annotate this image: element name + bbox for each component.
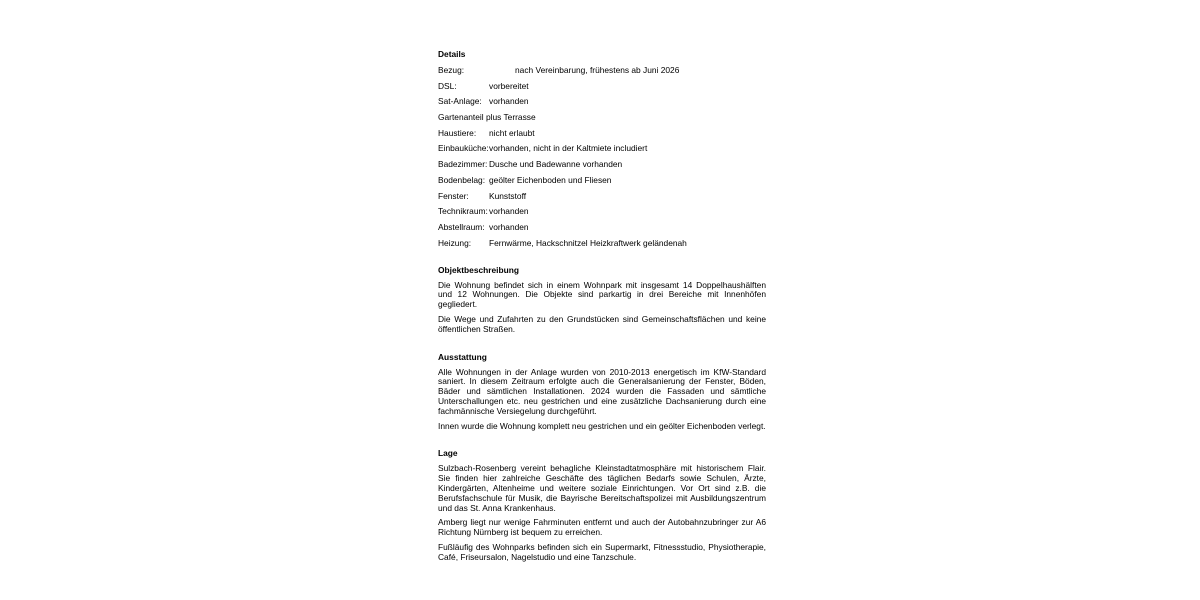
ausstattung-paragraph: Innen wurde die Wohnung komplett neu gestrichen und ein geölter Eichenboden verlegt.: [438, 420, 766, 431]
detail-row-einbaukueche: [438, 143, 766, 153]
lage-heading: Lage: [438, 448, 458, 459]
objekt-paragraph: Die Wohnung befindet sich in einem Wohnpark mit insgesamt 14 Doppelhaushälften und 12 Wohnungen. Die Objekte sind parkartig in drei Bereiche mit Innenhöfen gegliedert.: [438, 279, 766, 310]
detail-label: Haustiere:: [438, 127, 477, 138]
ausstattung-paragraph: Alle Wohnungen in der Anlage wurden von 2010-2013 energetisch im KfW-Standard saniert. In diesem Zeitraum erfolgte auch die Generalsanierung der Fenster, Böden, Bäder und sämtlichen Installationen. 2024 wurden die Fassaden und sämtliche Unterschallungen etc. neu gestrichen und eine zusätzliche Dachsanierung durch eine fachmännische Versiegelung durchgeführt.: [438, 366, 766, 416]
detail-row-fenster: [438, 191, 766, 201]
detail-label: Technikraum:: [438, 206, 488, 217]
details-section: [438, 49, 766, 248]
objektbeschreibung-heading: Objektbeschreibung: [438, 264, 519, 275]
document-page: [438, 49, 766, 568]
detail-value: nicht erlaubt: [489, 127, 535, 138]
objektbeschreibung-section: [438, 265, 766, 335]
detail-value: vorbereitet: [489, 80, 529, 91]
detail-label: Abstellraum:: [438, 221, 485, 232]
detail-row-bodenbelag: [438, 175, 766, 185]
detail-value: vorhanden: [489, 221, 529, 232]
detail-row-badezimmer: [438, 159, 766, 169]
lage-paragraph: Sulzbach-Rosenberg vereint behagliche Kleinstadtatmosphäre mit historischem Flair. Sie finden hier zahlreiche Geschäfte des täglichen Bedarfs sowie Schulen, Ärzte, Kindergärten, Altenheime und weitere soziale Einrichtungen. Vor Ort sind z.B. die Berufsfachschule für Musik, die Bayrische Bereitschaftspolizei mit Ausbildungszentrum und das St. Anna Krankenhaus.: [438, 463, 766, 513]
detail-value: Kunststoff: [489, 190, 527, 201]
lage-paragraph: Amberg liegt nur wenige Fahrminuten entfernt und auch der Autobahnzubringer zur A6 Richtung Nürnberg ist bequem zu erreichen.: [438, 517, 766, 538]
ausstattung-heading: Ausstattung: [438, 351, 487, 362]
detail-row-gartenanteil: [438, 112, 766, 122]
detail-label: Fenster:: [438, 190, 469, 201]
detail-row-technikraum: [438, 206, 766, 216]
details-heading: Details: [438, 49, 466, 59]
detail-value: nach Vereinbarung, frühestens ab Juni 2026: [515, 65, 680, 75]
detail-value: vorhanden: [489, 96, 529, 107]
lage-paragraph: Fußläufig des Wohnparks befinden sich ein Supermarkt, Fitnessstudio, Physiotherapie, Café, Friseursalon, Nagelstudio und eine Tanzschule.: [438, 541, 766, 562]
detail-value: Fernwärme, Hackschnitzel Heizkraftwerk geländenah: [489, 237, 687, 248]
detail-label: DSL:: [438, 80, 457, 91]
detail-row-bezug: [438, 65, 766, 75]
detail-label: Badezimmer:: [438, 159, 488, 170]
detail-value: vorhanden, nicht in der Kaltmiete includiert: [489, 143, 648, 154]
detail-label: Heizung:: [438, 237, 472, 248]
objekt-paragraph: Die Wege und Zufahrten zu den Grundstücken sind Gemeinschaftsflächen und keine öffentlichen Straßen.: [438, 313, 766, 334]
detail-label: Sat-Anlage:: [438, 96, 482, 107]
lage-section: [438, 448, 766, 562]
detail-row-dsl: [438, 81, 766, 91]
detail-row-heizung: [438, 238, 766, 248]
detail-value: Dusche und Badewanne vorhanden: [489, 159, 623, 170]
detail-value: vorhanden: [489, 206, 529, 217]
detail-label: Gartenanteil plus Terrasse: [438, 112, 536, 123]
ausstattung-section: [438, 352, 766, 432]
detail-label: Einbauküche:: [438, 143, 489, 154]
detail-row-sat-anlage: [438, 96, 766, 106]
detail-label: Bodenbelag:: [438, 174, 486, 185]
detail-row-abstellraum: [438, 222, 766, 232]
detail-label: Bezug:: [438, 65, 465, 75]
detail-value: geölter Eichenboden und Fliesen: [489, 174, 612, 185]
detail-row-haustiere: [438, 128, 766, 138]
